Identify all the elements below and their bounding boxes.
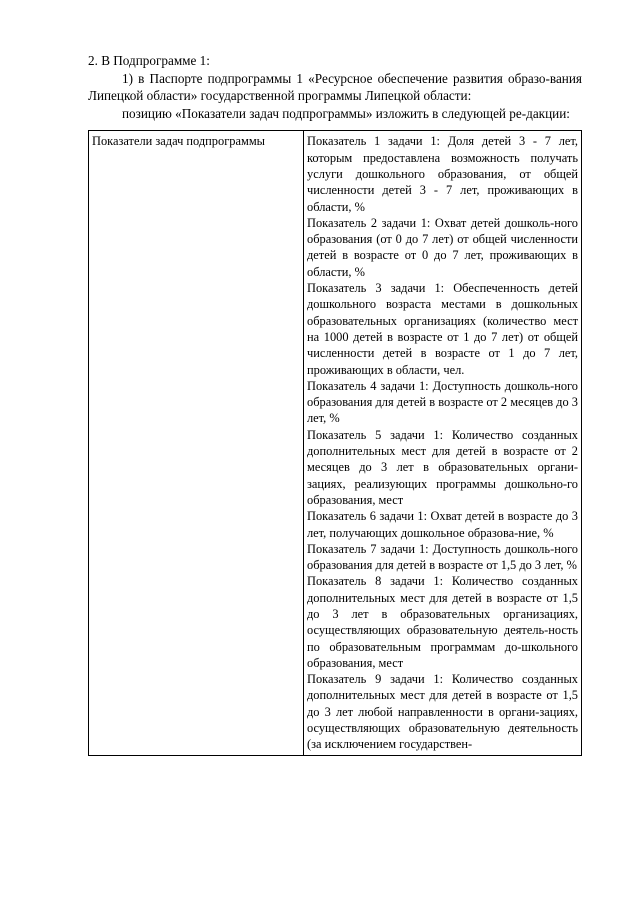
indicator-item: Показатель 3 задачи 1: Обеспеченность детей дошкольного возраста местами в дошкольных образовательных организациях (количество мест на 1000 детей в возрасте от 1 до 7 лет) от общей численности детей в возрасте от 1 до 7 лет, проживающих в области, чел. (307, 281, 578, 377)
indicator-item: Показатель 1 задачи 1: Доля детей 3 - 7 лет, которым предоставлена возможность получать услуги дошкольного образования, от общей численности детей 3 - 7 лет, проживающих в области, % (307, 134, 578, 214)
intro-line-3: позицию «Показатели задач подпрограммы» изложить в следующей ре-дакции: (122, 105, 570, 121)
intro-line-2: 1) в Паспорте подпрограммы 1 «Ресурсное обеспечение развития образо-вания Липецкой области» государственной программы Липецкой области: (88, 70, 582, 104)
indicator-item: Показатель 2 задачи 1: Охват детей дошколь-ного образования (от 0 до 7 лет) от общей численности детей в возрасте от 0 до 7 лет, проживающих в области, % (307, 215, 578, 279)
indicator-item: Показатель 9 задачи 1: Количество созданных дополнительных мест для детей в возрасте от 1,5 до 3 лет любой направленности в органи-зациях, осуществляющих образовательную деятельность (за исключением государствен- (307, 672, 578, 752)
indicator-item: Показатель 6 задачи 1: Охват детей в возрасте до 3 лет, получающих дошкольное образова-ние, % (307, 509, 578, 540)
table-row (89, 131, 582, 755)
table-cell-indicators (304, 131, 582, 755)
indicator-item: Показатель 5 задачи 1: Количество созданных дополнительных мест для детей в возрасте от 2 месяцев до 3 лет в образовательных органи-зациях, реализующих программы дошкольно-го образования, мест (307, 427, 578, 507)
indicator-item: Показатель 7 задачи 1: Доступность дошколь-ного образования для детей в возрасте от 1,5 до 3 лет, % (307, 541, 578, 573)
table-cell-label (89, 131, 304, 755)
intro-line-1: 2. В Подпрограмме 1: (88, 53, 210, 68)
indicator-item: Показатель 4 задачи 1: Доступность дошколь-ного образования для детей в возрасте от 2 месяцев до 3 лет, % (307, 378, 578, 426)
intro-text-block (88, 52, 582, 122)
row-label: Показатели задач подпрограммы (92, 134, 265, 149)
indicator-item: Показатель 8 задачи 1: Количество созданных дополнительных мест для детей в возрасте от 1,5 до 3 лет в образовательных организациях, осуществляющих образовательную деятель-ность по образовательным программам до-школьного образования, мест (307, 574, 578, 670)
indicators-table (88, 130, 582, 755)
